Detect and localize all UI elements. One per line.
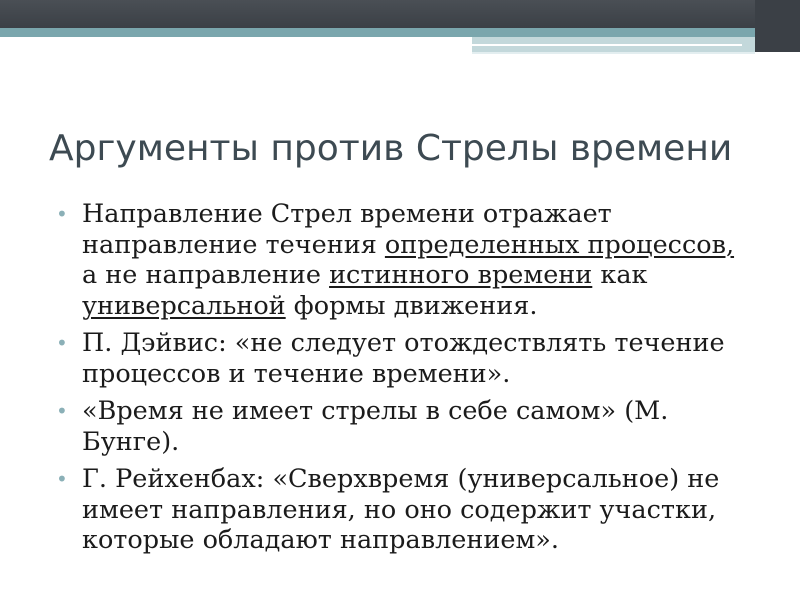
underlined-phrase: универсальной — [82, 290, 286, 321]
bullet-marker-icon: • — [56, 399, 68, 423]
bullet-marker-icon: • — [56, 202, 68, 226]
bullet-marker-icon: • — [56, 331, 68, 355]
bullet-item — [56, 328, 756, 389]
slide-title: Аргументы против Стрелы времени — [49, 128, 733, 169]
bullet-text: Направление Стрел времени отражает направление течения определенных процессов, а не направление истинного времени как универсальной формы движения. — [82, 199, 735, 321]
bullet-item — [56, 199, 756, 321]
header-dark-notch — [755, 0, 800, 52]
underlined-phrase: определенных процессов, — [384, 229, 735, 260]
header-dark-bar — [0, 0, 800, 28]
header-teal-bar — [0, 28, 755, 37]
bullet-marker-icon: • — [56, 467, 68, 491]
bullet-list — [56, 199, 756, 563]
bullet-item — [56, 396, 756, 457]
header-thin-bar — [472, 52, 755, 54]
bullet-text: «Время не имеет стрелы в себе самом» (М. Бунге). — [82, 396, 669, 457]
bullet-item — [56, 464, 756, 556]
bullet-text: П. Дэйвис: «не следует отождествлять течение процессов и течение времени». — [82, 328, 725, 389]
underlined-phrase: истинного времени — [329, 260, 593, 290]
bullet-text: Г. Рейхенбах: «Сверхвремя (универсальное) не имеет направления, но оно содержит участки, которые обладают направлением». — [82, 464, 720, 555]
header-light-line — [472, 44, 742, 46]
